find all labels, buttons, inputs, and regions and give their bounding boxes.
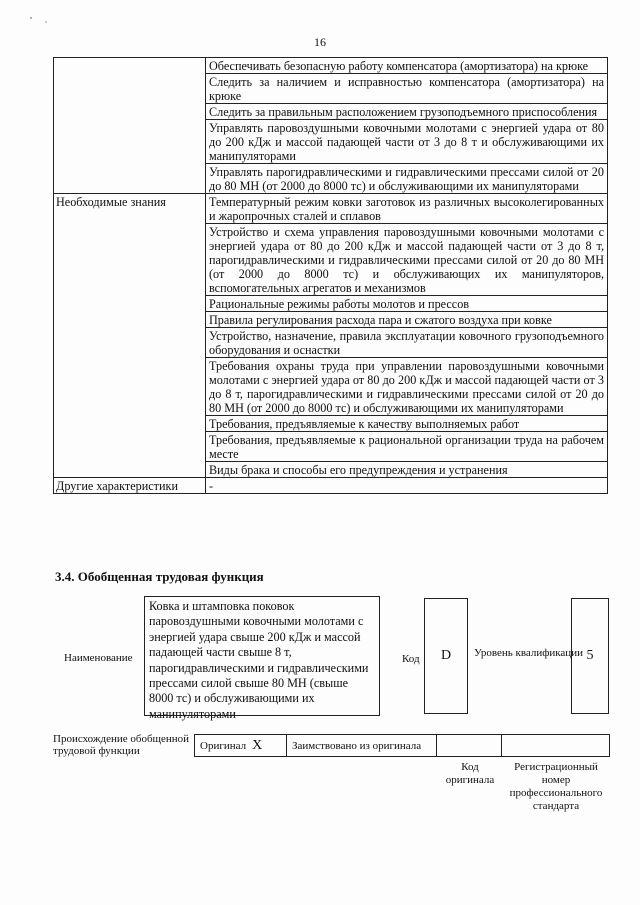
borrowed-cell [287, 735, 437, 756]
original-cell [195, 735, 287, 756]
row-text: Обеспечивать безопасную работу компенсатора (амортизатора) на крюке [206, 58, 608, 74]
row-text: Управлять парогидравлическими и гидравлическими прессами силой от 20 до 80 МН (от 2000 до 8000 тс) и обслуживающими их манипуляторами [206, 164, 608, 194]
row-text: Устройство, назначение, правила эксплуатации ковочного грузоподъемного оборудования и оснастки [206, 328, 608, 358]
row-label [54, 58, 206, 194]
knowledge-table [53, 57, 608, 494]
original-code-cell [437, 735, 502, 756]
row-text: Управлять паровоздушными ковочными молотами с энергией удара от 80 до 200 кДж и массой падающей части от 3 до 8 т и обслуживающими их манипуляторами [206, 120, 608, 164]
original-code-caption: Код оригинала [445, 761, 495, 786]
row-text: Виды брака и способы его предупреждения и устранения [206, 462, 608, 478]
section-title: 3.4. Обобщенная трудовая функция [55, 569, 264, 584]
row-text: Требования, предъявляемые к рациональной организации труда на рабочем месте [206, 432, 608, 462]
original-label: Оригинал [200, 739, 247, 752]
borrowed-label: Заимствовано из оригинала [292, 739, 422, 752]
row-text: Следить за наличием и исправностью компенсатора (амортизатора) на крюке [206, 74, 608, 104]
code-value-box: D [424, 598, 468, 714]
scan-marks [28, 16, 58, 24]
qualification-level-box: 5 [571, 598, 609, 714]
qualification-level-label [474, 646, 583, 660]
row-text: Требования, предъявляемые к качеству выполняемых работ [206, 416, 608, 432]
row-text: Температурный режим ковки заготовок из различных высоколегированных и жаропрочных сталей и сплавов [206, 194, 608, 224]
table-row [54, 58, 608, 74]
registration-number-caption: Регистрационный номер профессионального стандарта [509, 761, 603, 812]
row-text: Устройство и схема управления паровоздушными ковочными молотами с энергией удара от 80 до 200 кДж и массой падающей части от 3 до 8 т, парогидравлическими и гидравлическими прессами силой от 20 до 80 МН (от 2000 до 8000 тс) и обслуживающих их манипуляторов, вспомогательных агрегатов и механизмов [206, 224, 608, 296]
qualification-level-label-text: Уровень квалификации [474, 647, 583, 659]
row-text: Следить за правильным расположением грузоподъемного приспособления [206, 104, 608, 120]
code-label: Код [402, 653, 420, 665]
row-text: Правила регулирования расхода пара и сжатого воздуха при ковке [206, 312, 608, 328]
registration-number-cell [502, 735, 609, 756]
name-label: Наименование [64, 652, 133, 664]
row-text: Рациональные режимы работы молотов и прессов [206, 296, 608, 312]
original-mark: X [252, 737, 263, 753]
row-label: Необходимые знания [54, 194, 206, 478]
row-text: - [206, 478, 608, 494]
page-number: 16 [314, 35, 326, 49]
table-row [54, 478, 608, 494]
origin-label: Происхождение обобщенной трудовой функции [53, 733, 190, 757]
row-label: Другие характеристики [54, 478, 206, 494]
table-row [54, 194, 608, 224]
row-text: Требования охраны труда при управлении паровоздушными ковочными молотами с энергией удара от 80 до 200 кДж и массой падающей части от 3 до 8 т, парогидравлическими и гидравлическими прессами силой от 20 до 80 МН (от 2000 до 8000 тс) и обслуживающими их манипуляторами [206, 358, 608, 416]
function-name-box: Ковка и штамповка поковок паровоздушными ковочными молотами с энергией удара свыше 200 кДж и массой падающей части свыше 8 т, парогидравлическими и гидравлическими прессами силой свыше 80 МН (свыше 8000 тс) и обслуживающими их манипуляторами [144, 596, 380, 716]
origin-row [194, 734, 610, 757]
